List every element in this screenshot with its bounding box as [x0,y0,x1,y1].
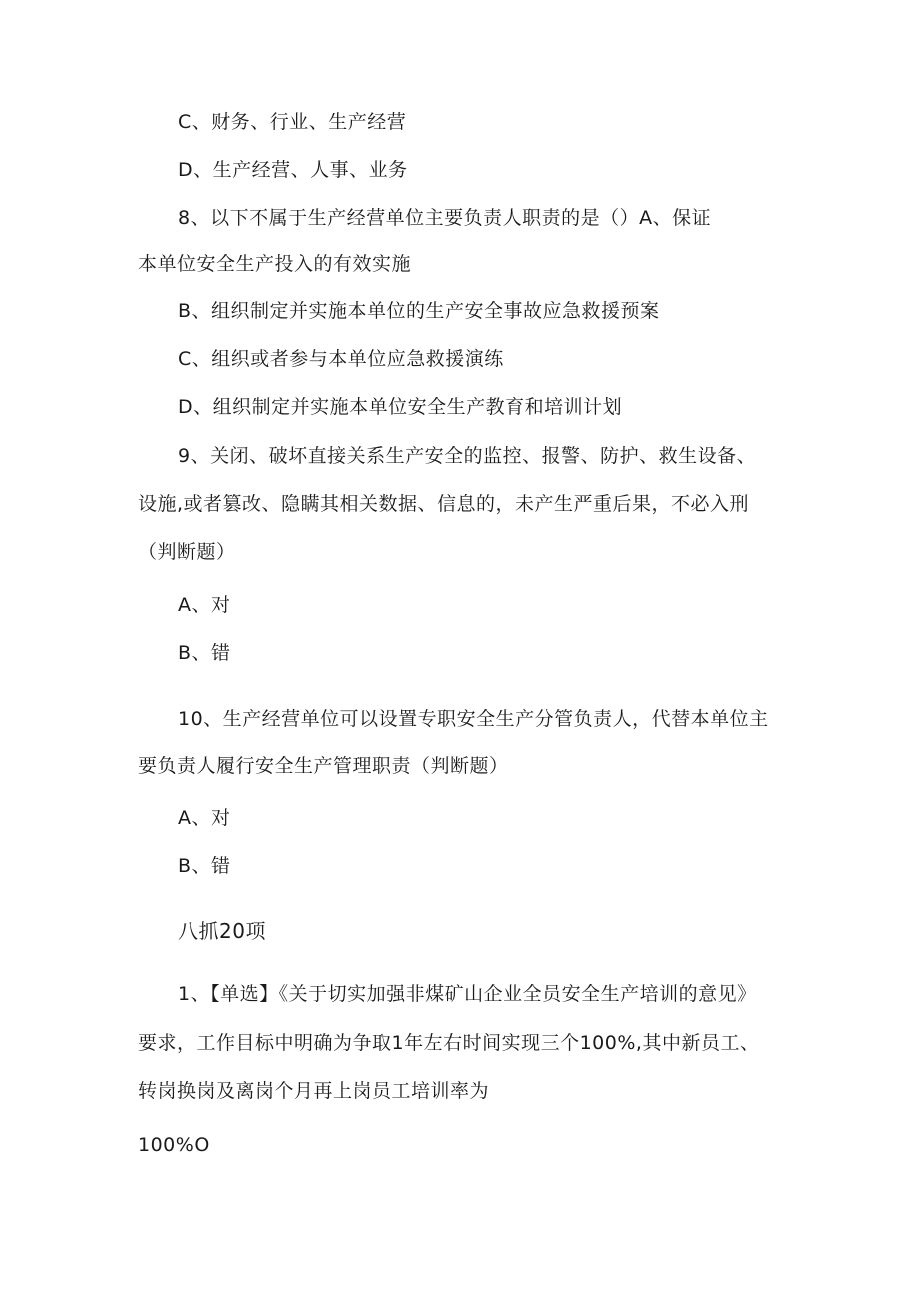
question-9-line-2: 设施,或者篡改、隐瞒其相关数据、信息的，未产生严重后果，不必入刑 [138,493,750,515]
option-d-q7: D、生产经营、人事、业务 [178,159,408,181]
question-8-line-2: 本单位安全生产投入的有效实施 [138,253,412,275]
question-10-line-2: 要负责人履行安全生产管理职责（判断题） [138,755,509,777]
question-9-line-3: （判断题） [138,541,236,563]
option-a-q9: A、对 [178,594,231,616]
option-c-q8: C、组织或者参与本单位应急救援演练 [178,348,504,370]
option-b-q8: B、组织制定并实施本单位的生产安全事故应急救援预案 [178,300,660,322]
section-heading: 八抓20项 [178,919,266,943]
section-question-1-line-3: 转岗换岗及离岗个月再上岗员工培训率为 [138,1080,490,1102]
section-question-1-line-1: 1、【单选】《关于切实加强非煤矿山企业全员安全生产培训的意见》 [178,983,757,1005]
option-d-q8: D、组织制定并实施本单位安全生产教育和培训计划 [178,396,623,418]
question-10-line-1: 10、生产经营单位可以设置专职安全生产分管负责人，代替本单位主 [178,708,769,730]
option-b-q10: B、错 [178,855,231,877]
option-a-q10: A、对 [178,807,231,829]
option-b-q9: B、错 [178,642,231,664]
section-question-1-line-2: 要求，工作目标中明确为争取1年左右时间实现三个100%,其中新员工、 [138,1032,760,1054]
question-9-line-1: 9、关闭、破坏直接关系生产安全的监控、报警、防护、救生设备、 [178,445,757,467]
section-question-1-line-4: 100%O [138,1134,210,1156]
option-c-q7: C、财务、行业、生产经营 [178,111,407,133]
question-8-line-1: 8、以下不属于生产经营单位主要负责人职责的是（）A、保证 [178,207,712,229]
